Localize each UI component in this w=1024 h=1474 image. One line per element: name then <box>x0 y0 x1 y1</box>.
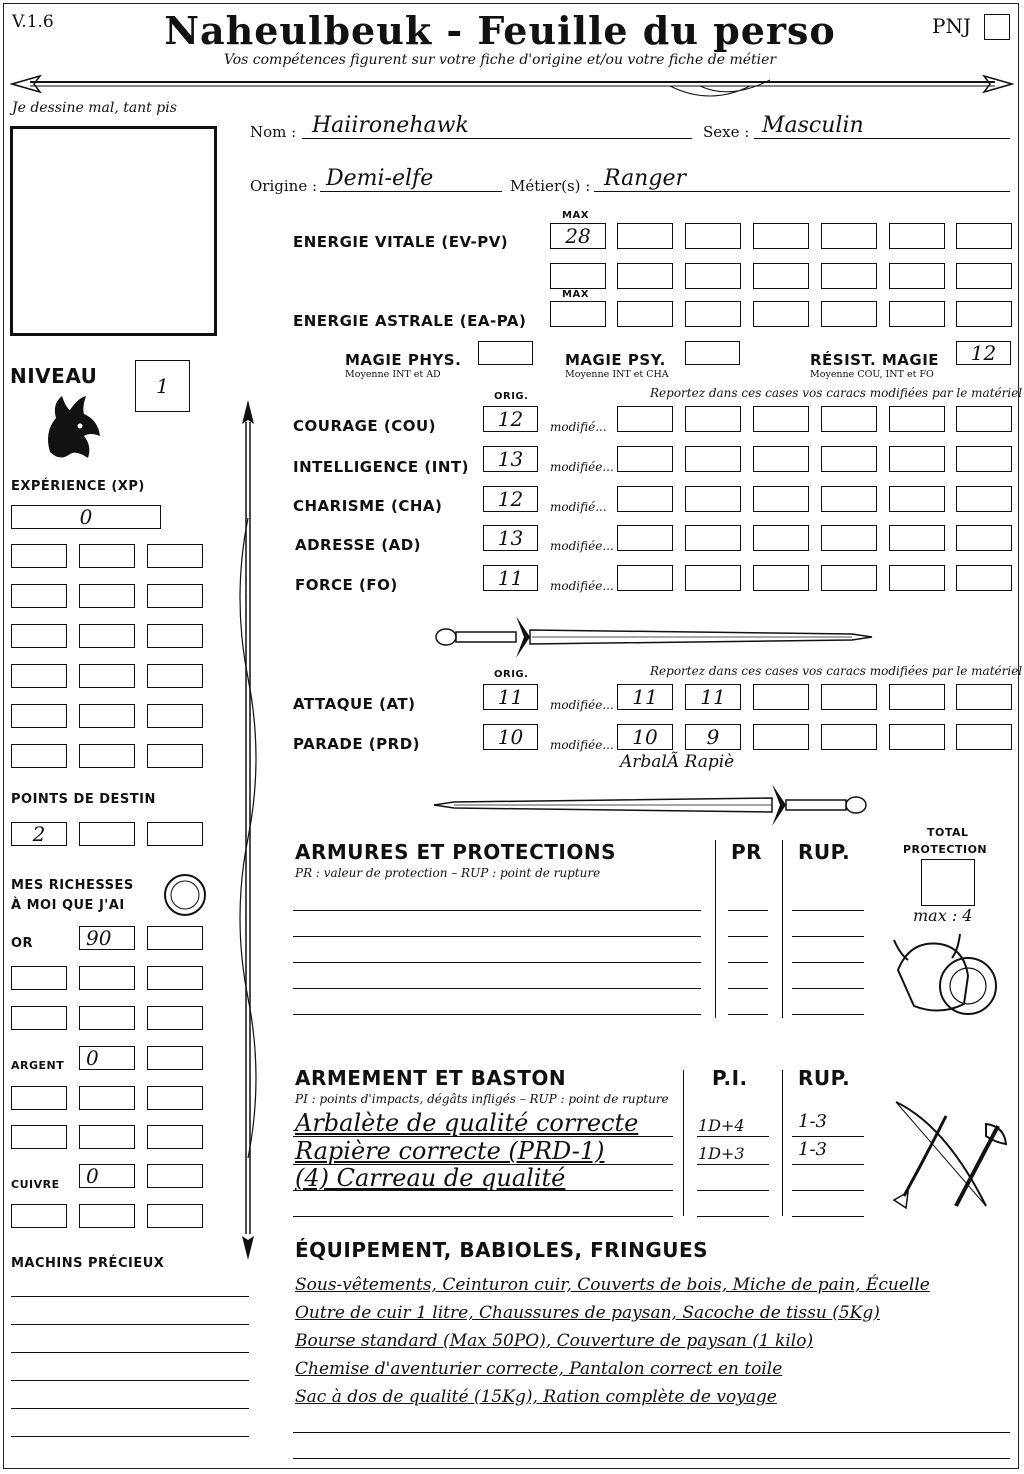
carac-mod-box[interactable] <box>821 525 877 551</box>
armement-divider <box>683 1070 684 1216</box>
armure-rup-line[interactable] <box>792 936 864 937</box>
machins-line <box>11 1380 249 1381</box>
orig-label: ORIG. <box>494 669 529 680</box>
carac-mod-box[interactable] <box>753 406 809 432</box>
richesses-label-2: À MOI QUE J'AI <box>11 898 125 913</box>
carac-mod-box[interactable] <box>617 565 673 591</box>
machins-line <box>11 1296 249 1297</box>
arme-rup[interactable]: 1-3 <box>798 1111 827 1132</box>
carac-mod-box[interactable] <box>821 446 877 472</box>
total-protection-label: TOTAL <box>927 826 969 839</box>
xp-box[interactable] <box>79 544 135 568</box>
parade-mod-box[interactable] <box>753 724 809 750</box>
carac-mod-box[interactable] <box>956 406 1012 432</box>
destin-box[interactable]: 2 <box>11 822 67 846</box>
nom-label: Nom : <box>250 123 297 141</box>
origine-value[interactable]: Demi-elfe <box>326 166 434 191</box>
equipement-label: ÉQUIPEMENT, BABIOLES, FRINGUES <box>295 1238 709 1262</box>
helmet-shield-icon <box>890 930 1000 1034</box>
magie-psy-box[interactable] <box>685 341 740 365</box>
arme-rup-line <box>792 1164 864 1165</box>
origine-line <box>320 191 502 192</box>
origine-label: Origine : <box>250 177 318 195</box>
destin-box[interactable] <box>147 822 203 846</box>
ev-box[interactable] <box>753 223 809 249</box>
resist-magie-note: Moyenne COU, INT et FO <box>810 369 934 380</box>
carac-orig-box[interactable]: 12 <box>483 486 538 512</box>
arme-line[interactable] <box>293 1216 673 1217</box>
carac-mod-box[interactable] <box>821 565 877 591</box>
ev-box[interactable] <box>821 223 877 249</box>
equipement-line[interactable]: Sac à dos de qualité (15Kg), Ration complète de voyage <box>295 1387 777 1407</box>
metier-label: Métier(s) : <box>510 177 591 195</box>
ev-box[interactable] <box>685 263 741 289</box>
arme-name[interactable]: Arbalète de qualité correcte <box>295 1109 639 1137</box>
carac-mod-box[interactable] <box>617 486 673 512</box>
carac-mod-label: modifiée... <box>550 579 614 593</box>
portrait-box[interactable] <box>10 126 217 336</box>
ea-max-box[interactable] <box>550 301 606 327</box>
cuivre-box[interactable]: 0 <box>79 1164 135 1188</box>
ev-box[interactable] <box>685 223 741 249</box>
destin-label: POINTS DE DESTIN <box>11 792 156 807</box>
weapons-icon <box>886 1096 1010 1220</box>
arme-line <box>293 1190 673 1191</box>
carac-label: ADRESSE (AD) <box>295 536 422 554</box>
or-box[interactable]: 90 <box>79 926 135 950</box>
sexe-line <box>754 138 1010 139</box>
or-box[interactable] <box>79 1006 135 1030</box>
carac-mod-box[interactable] <box>821 406 877 432</box>
parade-mod-box[interactable] <box>889 724 945 750</box>
arme-name[interactable]: (4) Carreau de qualité <box>295 1164 566 1192</box>
metier-value[interactable]: Ranger <box>604 166 686 191</box>
cuivre-box[interactable] <box>147 1164 203 1188</box>
carac-mod-label: modifié... <box>550 420 607 434</box>
magie-phys-note: Moyenne INT et AD <box>345 369 441 380</box>
experience-box[interactable]: 0 <box>11 505 161 529</box>
argent-box[interactable] <box>79 1086 135 1110</box>
destin-box[interactable] <box>79 822 135 846</box>
nom-line <box>302 138 692 139</box>
equipement-line[interactable]: Bourse standard (Max 50PO), Couverture de paysan (1 kilo) <box>295 1331 814 1351</box>
ea-max-label: MAX <box>562 289 589 300</box>
pnj-label: PNJ <box>932 14 971 38</box>
parade-mod-box[interactable]: 10 <box>617 724 673 750</box>
report-note: Reportez dans ces cases vos caracs modifiées par le matériel <box>650 664 1023 678</box>
carac-mod-label: modifiée... <box>550 539 614 553</box>
dragon-icon <box>40 392 106 464</box>
magie-phys-label: MAGIE PHYS. <box>345 351 462 369</box>
arme-pi-line <box>697 1136 769 1137</box>
attaque-mod-box[interactable] <box>889 684 945 710</box>
rup-header: RUP. <box>798 840 851 864</box>
carac-mod-box[interactable] <box>753 565 809 591</box>
armure-pr-line[interactable] <box>728 962 768 963</box>
machins-line <box>11 1408 249 1409</box>
armures-label: ARMURES ET PROTECTIONS <box>295 840 616 864</box>
magie-phys-box[interactable] <box>478 341 533 365</box>
xp-box[interactable] <box>11 544 67 568</box>
cuivre-box[interactable] <box>11 1204 67 1228</box>
ea-box[interactable] <box>821 301 877 327</box>
armure-pr-line[interactable] <box>728 910 768 911</box>
experience-label: EXPÉRIENCE (XP) <box>11 479 145 494</box>
arme-rup-line <box>792 1136 864 1137</box>
carac-mod-box[interactable] <box>889 486 945 512</box>
resist-magie-label: RÉSIST. MAGIE <box>810 351 940 369</box>
carac-orig-box[interactable]: 13 <box>483 525 538 551</box>
ev-box[interactable] <box>617 263 673 289</box>
pi-header: P.I. <box>712 1066 748 1090</box>
armure-line[interactable] <box>293 910 701 911</box>
armement-label: ARMEMENT ET BASTON <box>295 1066 567 1090</box>
equipement-empty-line[interactable] <box>293 1458 1010 1459</box>
arme-rup-line[interactable] <box>792 1216 864 1217</box>
parade-label: PARADE (PRD) <box>293 735 421 753</box>
carac-label: COURAGE (COU) <box>293 417 437 435</box>
xp-box[interactable] <box>11 584 67 608</box>
carac-mod-box[interactable] <box>685 406 741 432</box>
ea-box[interactable] <box>889 301 945 327</box>
armure-rup-line[interactable] <box>792 988 864 989</box>
carac-orig-box[interactable]: 11 <box>483 565 538 591</box>
carac-label: INTELLIGENCE (INT) <box>293 458 469 476</box>
argent-box[interactable]: 0 <box>79 1046 135 1070</box>
carac-mod-box[interactable] <box>956 565 1012 591</box>
or-label: OR <box>11 936 34 951</box>
pnj-checkbox[interactable] <box>984 14 1010 40</box>
carac-mod-box[interactable] <box>821 486 877 512</box>
attaque-mod-label: modifiée... <box>550 698 614 712</box>
armure-rup-line[interactable] <box>792 1014 864 1015</box>
carac-label: CHARISME (CHA) <box>293 497 443 515</box>
xp-box[interactable] <box>147 704 203 728</box>
report-note: Reportez dans ces cases vos caracs modifiées par le matériel <box>650 386 1023 400</box>
carac-mod-box[interactable] <box>889 525 945 551</box>
armure-rup-line[interactable] <box>792 962 864 963</box>
pr-header: PR <box>731 840 763 864</box>
carac-mod-box[interactable] <box>956 525 1012 551</box>
page-subtitle: Vos compétences figurent sur votre fiche d'origine et/ou votre fiche de métier <box>223 52 777 68</box>
rup-header: RUP. <box>798 1066 851 1090</box>
ev-max-box[interactable]: 28 <box>550 223 606 249</box>
portrait-caption: Je dessine mal, tant pis <box>12 100 177 116</box>
carac-mod-box[interactable] <box>685 446 741 472</box>
coin-icon <box>162 872 208 918</box>
parade-mod-box[interactable] <box>956 724 1012 750</box>
armure-line[interactable] <box>293 962 701 963</box>
carac-mod-box[interactable] <box>617 446 673 472</box>
armure-line[interactable] <box>293 988 701 989</box>
orig-label: ORIG. <box>494 391 529 402</box>
armures-divider <box>782 840 783 1018</box>
carac-mod-box[interactable] <box>753 486 809 512</box>
ea-box[interactable] <box>956 301 1012 327</box>
argent-box[interactable] <box>147 1046 203 1070</box>
attaque-mod-box[interactable] <box>753 684 809 710</box>
ev-box[interactable] <box>550 263 606 289</box>
equipement-empty-line[interactable] <box>293 1432 1010 1433</box>
carac-mod-box[interactable] <box>889 565 945 591</box>
xp-box[interactable] <box>147 544 203 568</box>
parade-mod-label: modifiée... <box>550 738 614 752</box>
or-box[interactable] <box>11 966 67 990</box>
arme-pi-line[interactable] <box>697 1216 769 1217</box>
attaque-label: ATTAQUE (AT) <box>293 695 416 713</box>
arme-pi-line <box>697 1164 769 1165</box>
argent-box[interactable] <box>79 1125 135 1149</box>
xp-box[interactable] <box>79 624 135 648</box>
armement-divider <box>782 1070 783 1216</box>
or-box[interactable] <box>147 966 203 990</box>
machins-line <box>11 1436 249 1437</box>
niveau-label: NIVEAU <box>10 364 98 388</box>
arme-pi[interactable]: 1D+4 <box>698 1116 745 1135</box>
spear-divider-icon <box>10 66 1014 102</box>
ev-box[interactable] <box>821 263 877 289</box>
carac-mod-label: modifiée... <box>550 460 614 474</box>
argent-box[interactable] <box>11 1086 67 1110</box>
machins-label: MACHINS PRÉCIEUX <box>11 1256 165 1271</box>
xp-box[interactable] <box>147 664 203 688</box>
argent-box[interactable] <box>147 1086 203 1110</box>
arme-rup[interactable]: 1-3 <box>798 1139 827 1160</box>
equipement-line[interactable]: Chemise d'aventurier correcte, Pantalon correct en toile <box>295 1359 783 1379</box>
arme-pi-line <box>697 1190 769 1191</box>
sword-icon <box>432 780 874 830</box>
ev-max-label: MAX <box>562 210 589 221</box>
carac-mod-box[interactable] <box>956 486 1012 512</box>
machins-line <box>11 1352 249 1353</box>
carac-label: FORCE (FO) <box>295 576 398 594</box>
version-label: V.1.6 <box>12 12 54 32</box>
carac-mod-box[interactable] <box>889 446 945 472</box>
sexe-value[interactable]: Masculin <box>762 113 864 138</box>
carac-mod-box[interactable] <box>753 446 809 472</box>
equipement-line[interactable]: Sous-vêtements, Ceinturon cuir, Couverts de bois, Miche de pain, Écuelle <box>295 1275 930 1295</box>
carac-mod-box[interactable] <box>753 525 809 551</box>
or-box[interactable] <box>147 926 203 950</box>
xp-box[interactable] <box>147 744 203 768</box>
armure-pr-line[interactable] <box>728 936 768 937</box>
total-protection-max: max : 4 <box>913 906 973 925</box>
attaque-orig-box[interactable]: 11 <box>483 684 538 710</box>
armure-pr-line[interactable] <box>728 988 768 989</box>
arme-pi[interactable]: 1D+3 <box>698 1144 745 1163</box>
cuivre-box[interactable] <box>79 1204 135 1228</box>
argent-label: ARGENT <box>11 1059 65 1072</box>
armure-pr-line[interactable] <box>728 1014 768 1015</box>
ev-box[interactable] <box>889 223 945 249</box>
attaque-mod-box[interactable] <box>956 684 1012 710</box>
equipement-line[interactable]: Outre de cuir 1 litre, Chaussures de paysan, Sacoche de tissu (5Kg) <box>295 1303 880 1323</box>
magie-psy-note: Moyenne INT et CHA <box>565 369 669 380</box>
niveau-box[interactable]: 1 <box>135 360 190 412</box>
xp-box[interactable] <box>79 704 135 728</box>
or-box[interactable] <box>147 1006 203 1030</box>
richesses-label: MES RICHESSES <box>11 878 134 893</box>
xp-box[interactable] <box>11 704 67 728</box>
armure-line[interactable] <box>293 1014 701 1015</box>
carac-mod-box[interactable] <box>889 406 945 432</box>
sword-icon <box>432 612 874 662</box>
attaque-mod-box[interactable]: 11 <box>685 684 741 710</box>
parade-mod-box[interactable]: 9 <box>685 724 741 750</box>
spear-vertical-icon <box>226 398 270 1262</box>
carac-mod-label: modifié... <box>550 500 607 514</box>
page-title: Naheulbeuk - Feuille du perso <box>164 8 836 53</box>
ev-box[interactable] <box>753 263 809 289</box>
total-protection-box[interactable] <box>921 859 975 906</box>
ev-box[interactable] <box>617 223 673 249</box>
ev-label: ENERGIE VITALE (EV-PV) <box>293 233 509 251</box>
armure-rup-line[interactable] <box>792 910 864 911</box>
ev-box[interactable] <box>956 223 1012 249</box>
xp-box[interactable] <box>11 664 67 688</box>
ea-box[interactable] <box>685 301 741 327</box>
carac-orig-box[interactable]: 13 <box>483 446 538 472</box>
weapon-captions: ArbalÃ Rapiè <box>620 752 735 772</box>
sexe-label: Sexe : <box>703 123 750 141</box>
attaque-mod-box[interactable]: 11 <box>617 684 673 710</box>
metier-line <box>594 191 1010 192</box>
or-box[interactable] <box>11 1006 67 1030</box>
carac-mod-box[interactable] <box>956 446 1012 472</box>
attaque-mod-box[interactable] <box>821 684 877 710</box>
carac-mod-box[interactable] <box>685 525 741 551</box>
xp-box[interactable] <box>147 584 203 608</box>
carac-orig-box[interactable]: 12 <box>483 406 538 432</box>
arme-name[interactable]: Rapière correcte (PRD-1) <box>295 1137 605 1165</box>
armures-divider <box>715 840 716 1018</box>
carac-mod-box[interactable] <box>617 406 673 432</box>
xp-box[interactable] <box>11 744 67 768</box>
carac-mod-box[interactable] <box>685 565 741 591</box>
xp-box[interactable] <box>147 624 203 648</box>
ev-box[interactable] <box>956 263 1012 289</box>
parade-mod-box[interactable] <box>821 724 877 750</box>
ea-box[interactable] <box>617 301 673 327</box>
or-box[interactable] <box>79 966 135 990</box>
cuivre-box[interactable] <box>147 1204 203 1228</box>
armement-note: PI : points d'impacts, dégâts infligés – RUP : point de rupture <box>295 1092 669 1106</box>
cuivre-label: CUIVRE <box>11 1178 60 1191</box>
xp-box[interactable] <box>79 584 135 608</box>
carac-mod-box[interactable] <box>685 486 741 512</box>
total-protection-label-2: PROTECTION <box>903 843 988 856</box>
xp-box[interactable] <box>11 624 67 648</box>
argent-box[interactable] <box>147 1125 203 1149</box>
arme-rup-line <box>792 1190 864 1191</box>
xp-box[interactable] <box>79 664 135 688</box>
parade-orig-box[interactable]: 10 <box>483 724 538 750</box>
xp-box[interactable] <box>79 744 135 768</box>
ea-label: ENERGIE ASTRALE (EA-PA) <box>293 312 527 330</box>
argent-box[interactable] <box>11 1125 67 1149</box>
machins-line <box>11 1324 249 1325</box>
magie-psy-label: MAGIE PSY. <box>565 351 666 369</box>
ev-box[interactable] <box>889 263 945 289</box>
armure-line[interactable] <box>293 936 701 937</box>
nom-value[interactable]: Haiironehawk <box>312 113 469 138</box>
carac-mod-box[interactable] <box>617 525 673 551</box>
resist-magie-box[interactable]: 12 <box>956 341 1011 365</box>
ea-box[interactable] <box>753 301 809 327</box>
armures-note: PR : valeur de protection – RUP : point de rupture <box>295 866 601 880</box>
